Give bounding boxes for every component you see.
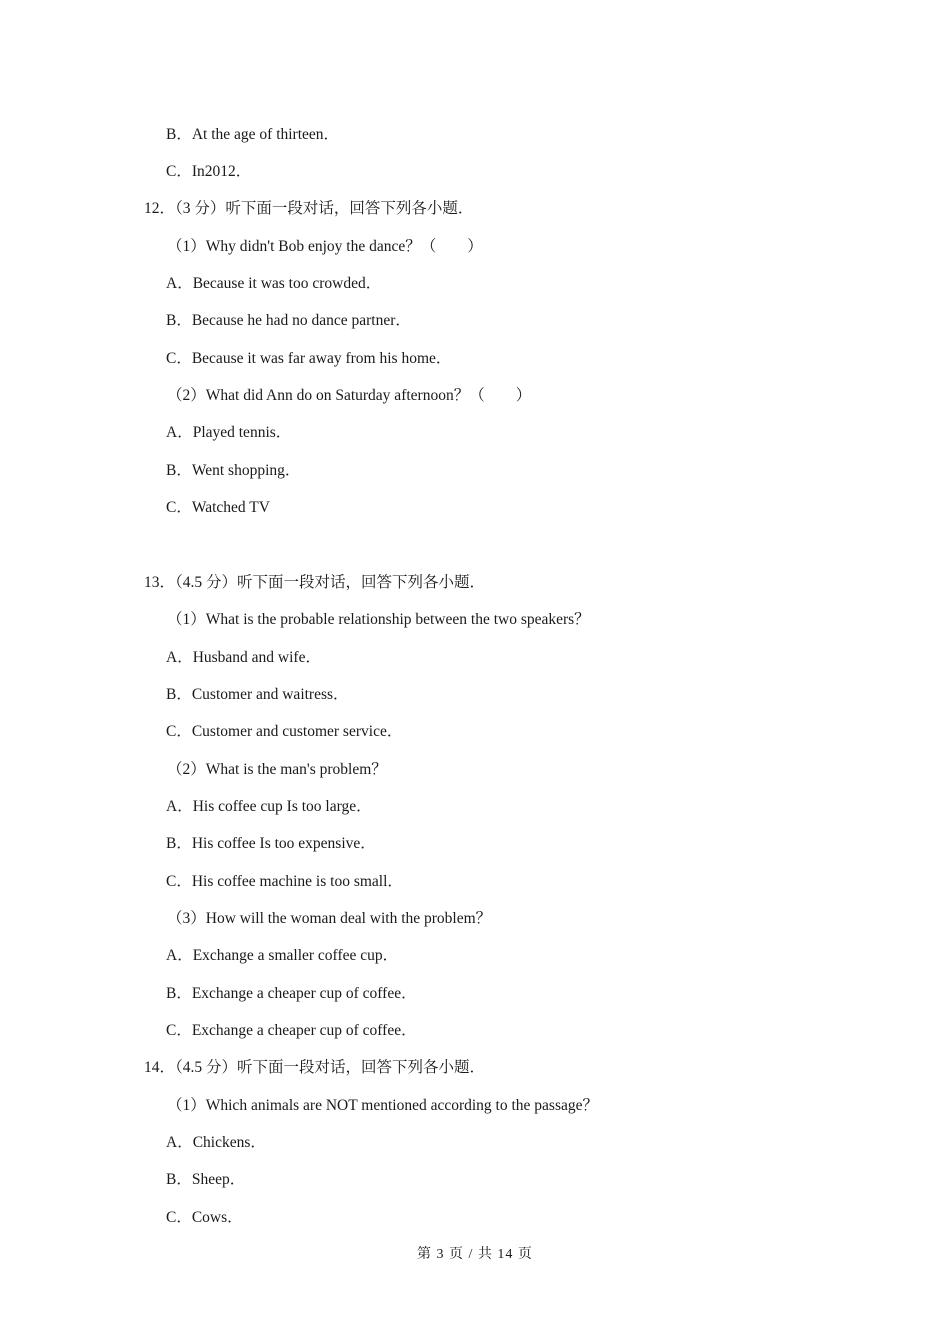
question-14-header: 14．（4.5 分）听下面一段对话，回答下列各小题． (144, 1059, 486, 1076)
question-13-sub-1: （1）What is the probable relationship between the two speakers？ (167, 611, 590, 628)
option-q12-1-b: B．Because he had no dance partner． (166, 312, 411, 329)
option-q13-1-b: B．Customer and waitress． (166, 686, 349, 703)
option-q12-2-a: A．Played tennis． (166, 424, 292, 441)
option-q14-1-c: C．Cows． (166, 1209, 243, 1226)
question-12-sub-2: （2）What did Ann do on Saturday afternoon？（ ） (167, 387, 532, 404)
option-q12-1-c: C．Because it was far away from his home． (166, 350, 452, 367)
option-q14-1-b: B．Sheep． (166, 1171, 246, 1188)
option-q11-c: C．In2012． (166, 163, 252, 180)
option-q14-1-a: A．Chickens． (166, 1134, 266, 1151)
option-q12-1-a: A．Because it was too crowded． (166, 275, 382, 292)
question-12-sub-1: （1）Why didn't Bob enjoy the dance？（ ） (167, 238, 483, 255)
option-q11-b: B．At the age of thirteen． (166, 126, 340, 143)
question-13-sub-3: （3）How will the woman deal with the problem？ (167, 910, 492, 927)
option-q13-2-a: A．His coffee cup Is too large． (166, 798, 372, 815)
page-footer: 第 3 页 / 共 14 页 (417, 1247, 533, 1262)
option-q13-1-c: C．Customer and customer service． (166, 723, 403, 740)
question-13-header: 13．（4.5 分）听下面一段对话，回答下列各小题． (144, 574, 486, 591)
option-q13-3-c: C．Exchange a cheaper cup of coffee． (166, 1022, 417, 1039)
option-q12-2-b: B．Went shopping． (166, 462, 301, 479)
question-13-sub-2: （2）What is the man's problem？ (167, 761, 387, 778)
question-14-sub-1: （1）Which animals are NOT mentioned according to the passage？ (167, 1097, 599, 1114)
option-q13-2-c: C．His coffee machine is too small． (166, 873, 403, 890)
question-12-header: 12．（3 分）听下面一段对话，回答下列各小题． (144, 200, 474, 217)
option-q13-3-a: A．Exchange a smaller coffee cup． (166, 947, 399, 964)
option-q12-2-c: C．Watched TV (166, 499, 270, 516)
option-q13-3-b: B．Exchange a cheaper cup of coffee． (166, 985, 417, 1002)
option-q13-2-b: B．His coffee Is too expensive． (166, 835, 376, 852)
option-q13-1-a: A．Husband and wife． (166, 649, 321, 666)
